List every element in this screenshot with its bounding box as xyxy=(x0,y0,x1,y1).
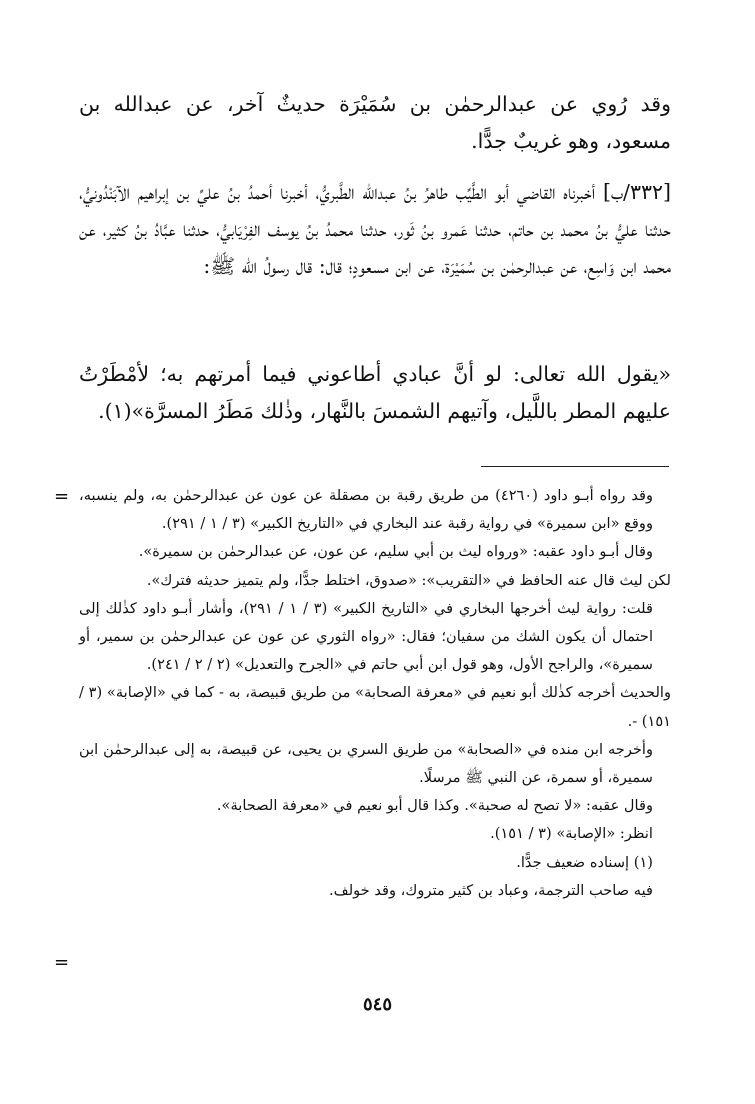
paragraph-text: وقد رُوي عن عبدالرحمٰن بن سُمَيْرَة حديثٌ آخر، عن عبدالله بن مسعود، وهو غريبٌ جدًّا. xyxy=(79,92,671,153)
footnote-line: لكن ليث قال عنه الحافظ في «التقريب»: «صدوق، اختلط جدًّا، ولم يتميز حديثه فترك». xyxy=(146,571,671,589)
page-number: ٥٤٥ xyxy=(362,994,392,1015)
main-paragraph-3 xyxy=(79,356,671,430)
footnote-line: وأخرجه ابن منده في «الصحابة» من طريق السري بن يحيى، عن قبيصة، به إلى عبدالرحمٰن ابن سميرة، أو سمرة، عن النبي ﷺ مرسلًا. xyxy=(79,740,653,787)
footnote-line: قلت: رواية ليث أخرجها البخاري في «التاريخ الكبير» (٣ / ١ / ٢٩١)، وأشار أبـو داود كذٰلك إلى احتمال أن يكون الشك من سفيان؛ فقال: «رواه الثوري عن عون عن عبدالرحمٰن بن سمير، أو سميرة»، والراجح الأول، وهو قول ابن أبي حاتم في «الجرح والتعديل» (٢ / ٢ / ٢٤١). xyxy=(79,599,653,674)
footnotes xyxy=(79,482,671,905)
footnote-line: وقد رواه أبـو داود (٤٢٦٠) من طريق رقبة بن مصقلة عن عون عن عبدالرحمٰن به، ولم ينسبه، ووقع «ابن سميرة» في رواية رقبة عند البخاري في «التاريخ الكبير» (٣ / ١ / ٢٩١). xyxy=(79,487,654,533)
paragraph-text: «يقول الله تعالى: لو أنَّ عبادي أطاعوني فيما أمرتهم به؛ لأمْطَرْتُ عليهم المطر باللَّيل، وآتيهم الشمسَ بالنَّهار، وذٰلك مَطَرُ المسرَّة»(١). xyxy=(79,362,671,423)
continuation-marker-top: = xyxy=(54,486,70,507)
main-paragraph-2 xyxy=(79,174,671,285)
main-paragraph-1 xyxy=(79,86,671,160)
footnote-number-1: (١) إسناده ضعيف جدًّا. xyxy=(516,853,653,871)
footnote-line: والحديث أخرجه كذٰلك أبو نعيم في «معرفة الصحابة» من طريق قبيصة، به - كما في «الإصابة» (٣ / ١٥١) -. xyxy=(79,684,671,730)
paragraph-text: [٣٣٢/ب] أخبرناه القاضي أبو الطَّيِّب طاهرُ بنُ عبدالله الطَّبريُّ، أخبرنا أحمدُ بنُ عليِّ بن إبراهيم الآبَنْدُونيُّ، حدثنا عليُّ بنُ محمد بن حاتم، حدثنا عَمرو بنُ ثَور، حدثنا محمدُ بنُ يوسف الفِرْيَابيُّ، حدثنا عبَّادُ بنُ كثير، عن محمد ابن وَاسِع، عن عبدالرحمٰن بن سُمَيْرَة، عن ابن مسعودٍ؛ قال: قال رسولُ الله ﷺ: xyxy=(79,180,671,278)
footnote-line: وقال أبـو داود عقبه: «ورواه ليث بن أبي سليم، عن عون، عن عبدالرحمٰن بن سميرة». xyxy=(138,543,653,561)
continuation-marker-bottom: = xyxy=(54,952,70,973)
footnote-line: وقال عقبه: «لا تصح له صحبة». وكذا قال أبو نعيم في «معرفة الصحابة». xyxy=(216,797,653,815)
footnote-line: فيه صاحب الترجمة، وعباد بن كثير متروك، وقد خولف. xyxy=(328,881,653,899)
footnote-line: انظر: «الإصابة» (٣ / ١٥١). xyxy=(490,825,653,843)
footnote-separator xyxy=(481,466,669,467)
